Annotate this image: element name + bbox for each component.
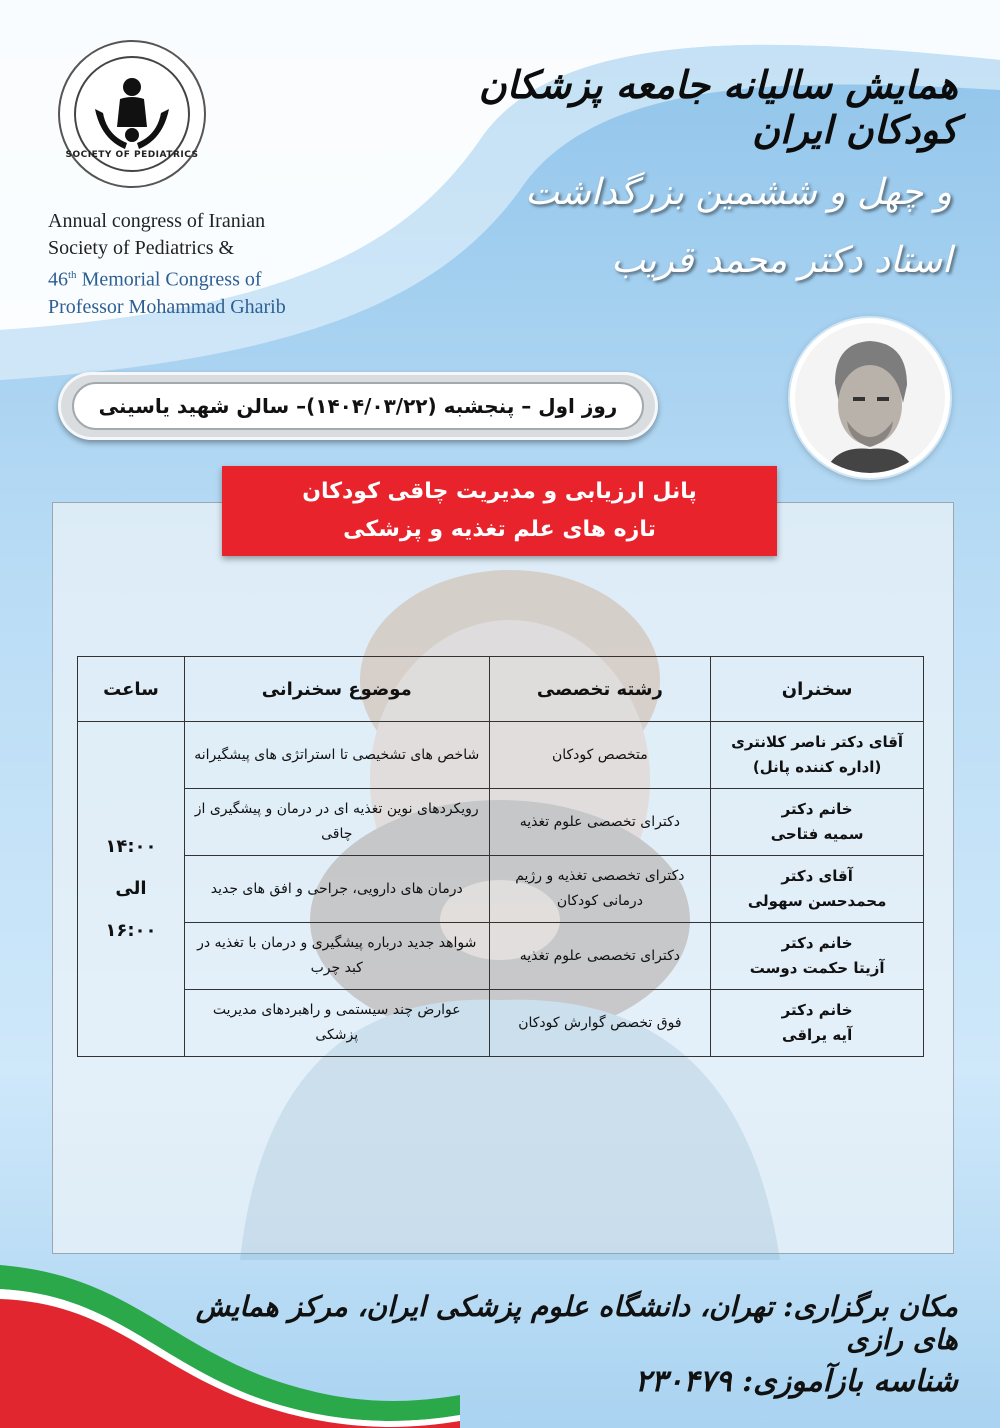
panel-title-line2: تازه های علم تغذیه و پزشکی (343, 517, 656, 542)
speaker-title: خانم دکتر (781, 1001, 853, 1019)
speaker-name: سمیه فتاحی (770, 825, 864, 843)
topic-cell: درمان های دارویی، جراحی و افق های جدید (184, 856, 489, 923)
ordinal-number: 46 (48, 268, 68, 291)
speaker-name: محمدحسن سهولی (747, 892, 887, 910)
professor-portrait (790, 318, 950, 478)
speaker-name: آزیتا حکمت دوست (749, 959, 885, 977)
english-title-line3 (48, 262, 368, 294)
table-row (78, 990, 924, 1057)
day-info-label: روز اول – پنجشبه (۱۴۰۴/۰۳/۲۲)– سالن شهید یاسینی (72, 382, 644, 430)
field-cell: دکترای تخصصی علوم تغذیه (489, 923, 711, 990)
panel-title-line1: پانل ارزیابی و مدیریت چاقی کودکان (302, 479, 697, 504)
table-row (78, 722, 924, 789)
topic-cell: شواهد جدید درباره پیشگیری و درمان با تغذیه در کبد چرب (184, 923, 489, 990)
field-cell: دکترای تخصصی علوم تغذیه (489, 789, 711, 856)
topic-cell: رویکردهای نوین تغذیه ای در درمان و پیشگیری از چاقی (184, 789, 489, 856)
time-separator: الی (115, 878, 147, 899)
table-row (78, 789, 924, 856)
english-title-line3-rest: Memorial Congress of (76, 268, 262, 291)
speaker-title: آقای دکتر (781, 867, 853, 885)
time-start: ۱۴:۰۰ (105, 836, 157, 857)
speaker-cell (711, 923, 924, 990)
speaker-name: آیه یراقی (782, 1026, 853, 1044)
logo-caption: SOCIETY OF PEDIATRICS (65, 150, 199, 160)
panel-title-banner (222, 466, 777, 556)
english-title-line4: Professor Mohammad Gharib (48, 295, 286, 318)
field-cell: فوق تخصص گوارش کودکان (489, 990, 711, 1057)
topic-cell: شاخص های تشخیصی تا استراتژی های پیشگیرانه (184, 722, 489, 789)
field-cell: متخصص کودکان (489, 722, 711, 789)
field-cell: دکترای تخصصی تغذیه و رژیم درمانی کودکان (489, 856, 711, 923)
cme-code-text: شناسه بازآموزی: ۲۳۰۴۷۹ (634, 1364, 958, 1399)
society-logo (58, 40, 206, 188)
speaker-role: (اداره کننده پانل) (752, 758, 882, 776)
header-time: ساعت (78, 657, 185, 722)
speaker-cell (711, 789, 924, 856)
table-row (78, 923, 924, 990)
speaker-name: آقای دکتر ناصر کلانتری (731, 733, 904, 751)
speaker-cell (711, 990, 924, 1057)
table-header-row (78, 657, 924, 722)
schedule-table (77, 656, 924, 1057)
english-title (48, 208, 368, 321)
header-topic: موضوع سخنرانی (184, 657, 489, 722)
header-speaker: سخنران (711, 657, 924, 722)
english-title-line2: Society of Pediatrics & (48, 237, 235, 259)
persian-title: همایش سالیانه جامعه پزشکان کودکان ایران (478, 62, 958, 152)
time-end: ۱۶:۰۰ (105, 920, 157, 941)
topic-cell: عوارض چند سیستمی و راهبردهای مدیریت پزشکی (184, 990, 489, 1057)
persian-subtitle-1: و چهل و ششمین بزرگداشت (525, 172, 952, 213)
speaker-cell (711, 722, 924, 789)
table-row (78, 856, 924, 923)
header-field: رشته تخصصی (489, 657, 711, 722)
day-info-pill (58, 372, 658, 440)
speaker-title: خانم دکتر (781, 934, 853, 952)
speaker-title: خانم دکتر (781, 800, 853, 818)
speaker-cell (711, 856, 924, 923)
time-cell (78, 722, 185, 1057)
english-title-line1: Annual congress of Iranian (48, 210, 266, 232)
persian-subtitle-2: استاد دکتر محمد قریب (611, 240, 952, 281)
venue-text: مکان برگزاری: تهران، دانشگاه علوم پزشکی ایران، مرکز همایش های رازی (195, 1290, 958, 1356)
ordinal-suffix: th (68, 269, 77, 281)
